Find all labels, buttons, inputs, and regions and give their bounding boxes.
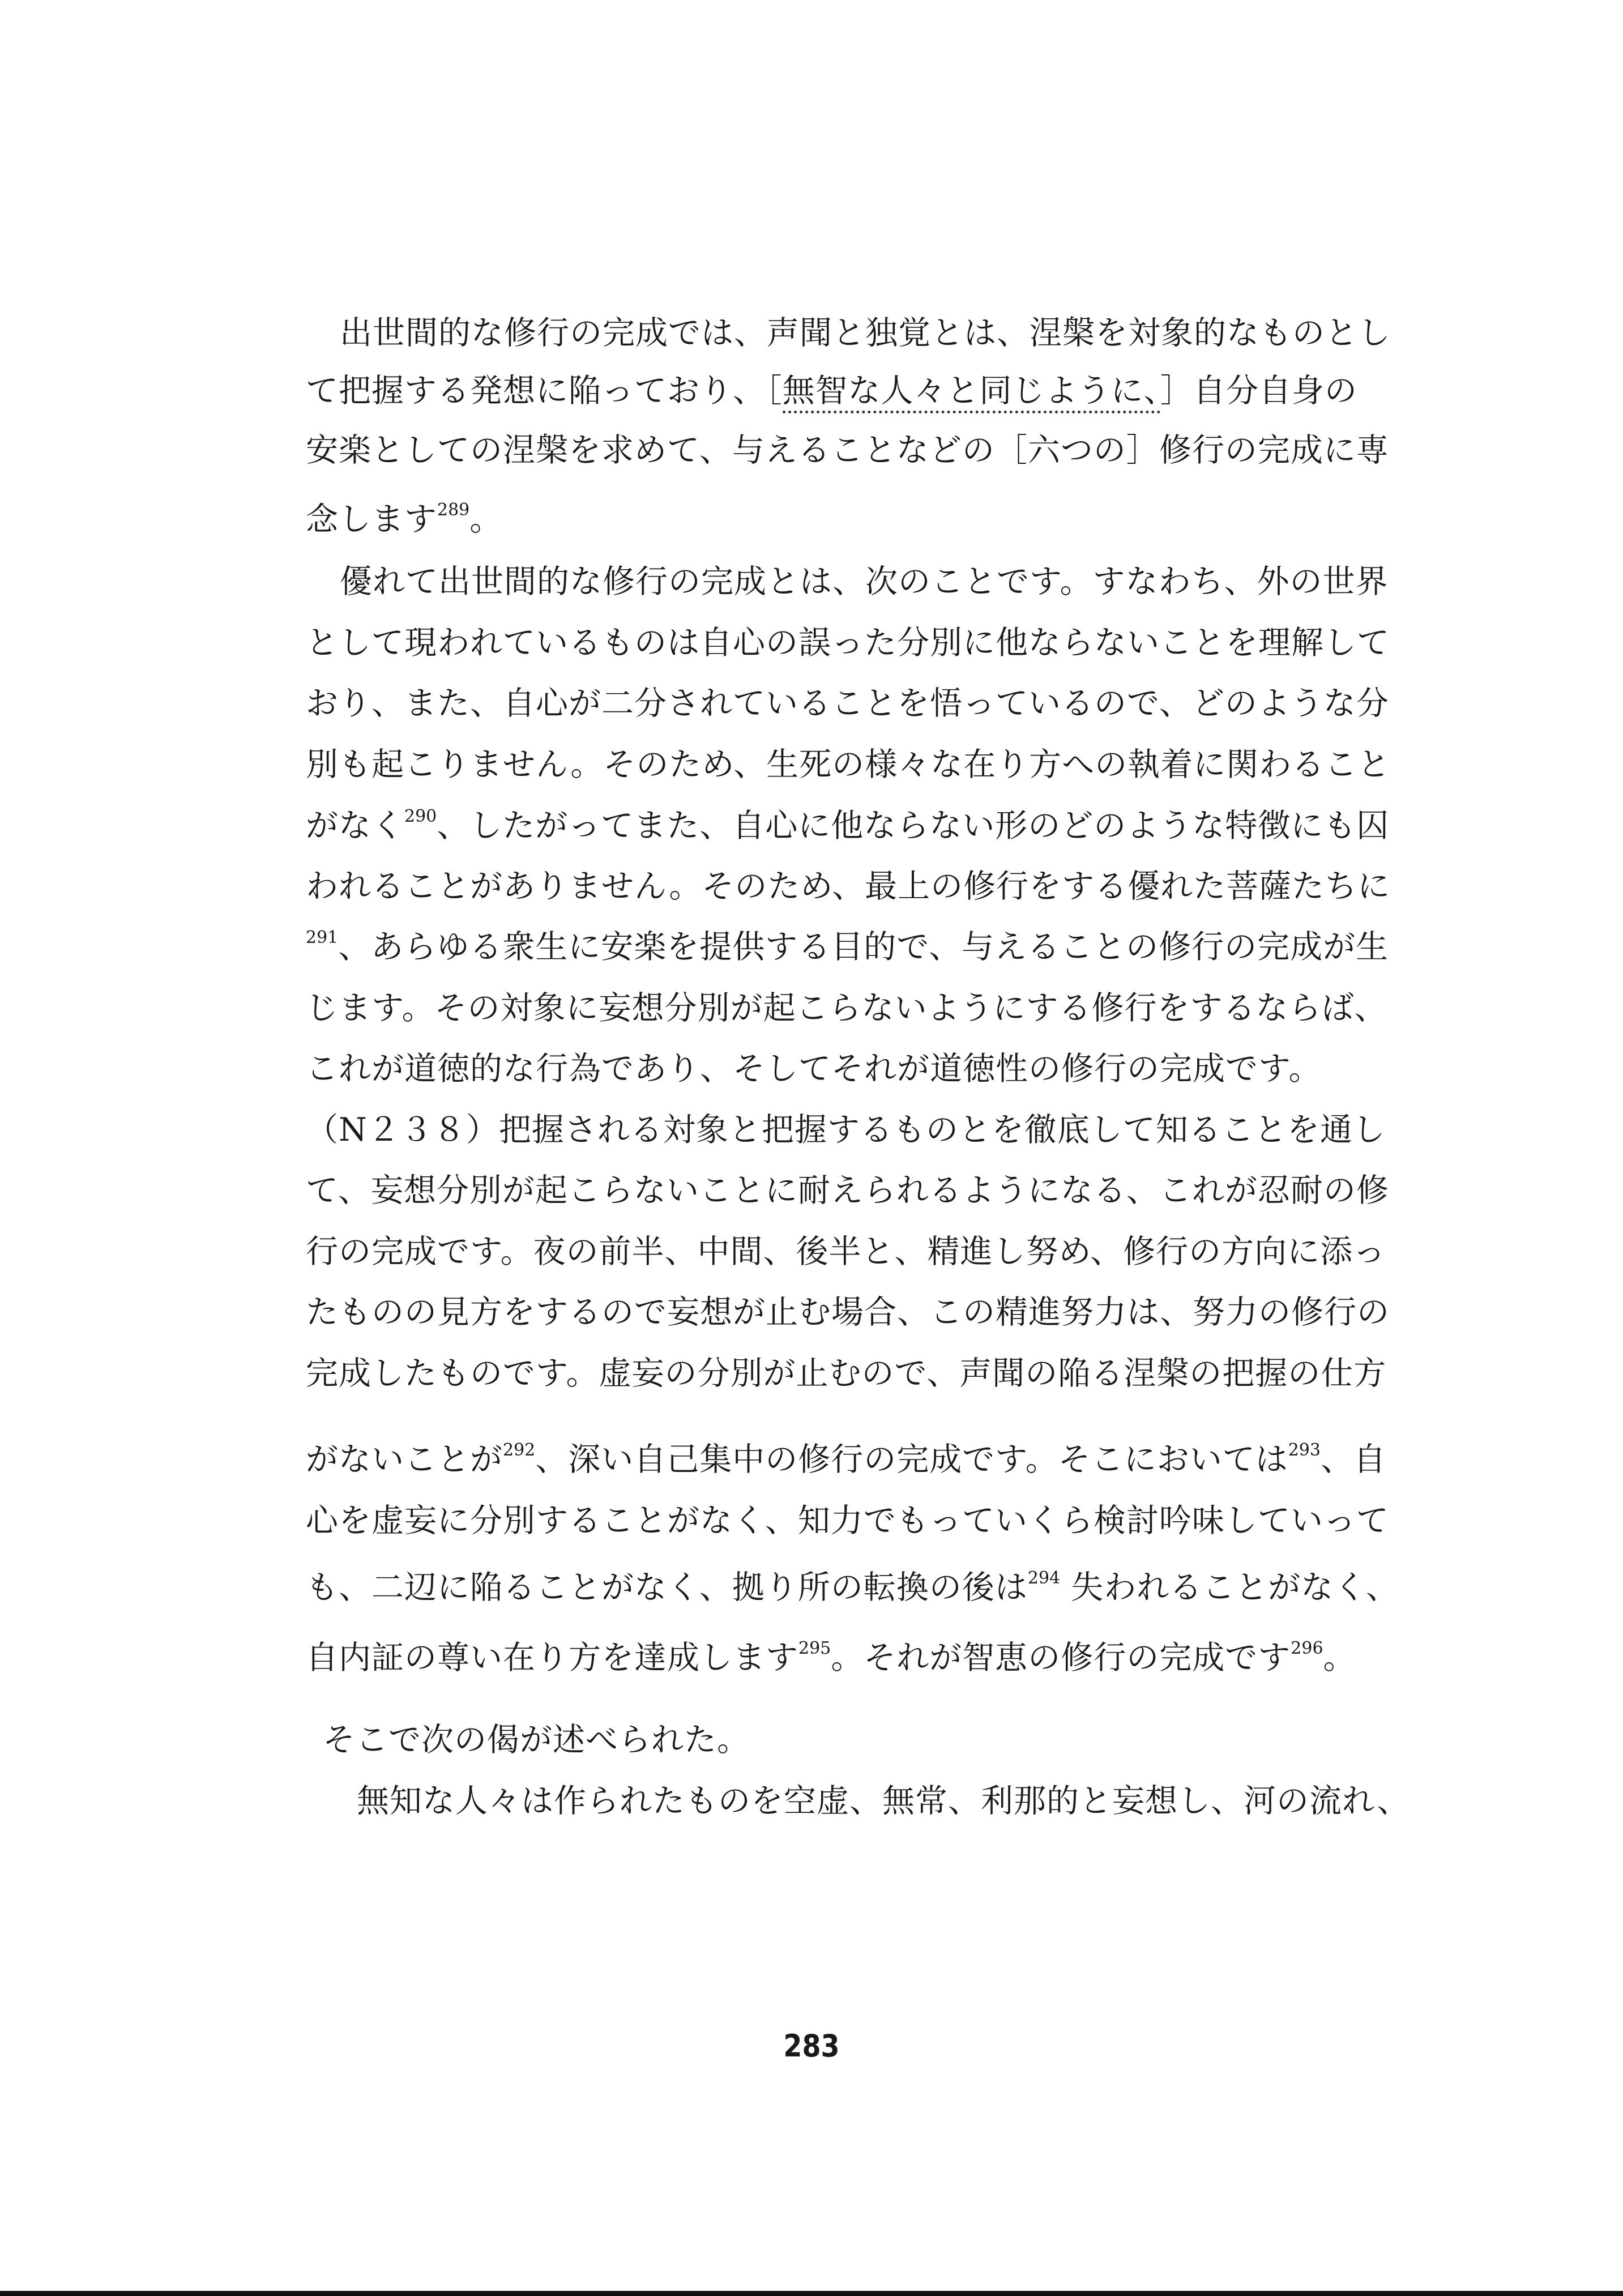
text-line — [306, 924, 1389, 970]
text: おり、また、自心が二分されていることを悟っているので、どのような分 — [306, 685, 1389, 722]
text: 。それが智恵の修行の完成です — [831, 1639, 1291, 1676]
text: がないことが — [306, 1441, 503, 1478]
text-line — [340, 310, 1393, 356]
text: 自内証の尊い在り方を達成します — [306, 1639, 798, 1676]
text-line — [306, 1168, 1389, 1213]
text-line — [306, 497, 1359, 542]
text: 安楽としての涅槃を求めて、与えることなどの［六つの］修行の完成に専 — [306, 432, 1389, 469]
text-line — [306, 1351, 1387, 1396]
text: たものの見方をするので妄想が止む場合、この精進努力は、努力の修行の — [306, 1294, 1390, 1331]
text-line — [306, 1635, 1359, 1680]
text-line — [323, 1717, 1376, 1762]
text: 念します — [306, 501, 437, 538]
text: 優れて出世間的な修行の完成とは、次のことです。すなわち、外の世界 — [340, 563, 1389, 600]
text-line — [306, 985, 1387, 1031]
text: じます。その対象に妄想分別が起こらないようにする修行をするならば、 — [306, 989, 1387, 1027]
text: 、あらゆる衆生に安楽を提供する目的で、与えることの修行の完成が生 — [338, 928, 1389, 966]
text: 別も起こりません。そのため、生死の様々な在り方への執着に関わること — [306, 746, 1391, 783]
text: そこで次の偈が述べられた。 — [323, 1721, 750, 1759]
footnote-ref: 293 — [1288, 1440, 1321, 1460]
text: 出世間的な修行の完成では、声聞と独覚とは、涅槃を対象的なものとし — [340, 314, 1391, 352]
text: 、深い自己集中の修行の完成です。そこにおいては — [535, 1441, 1288, 1478]
text: 。 — [469, 501, 503, 538]
footnote-ref: 294 — [1027, 1568, 1061, 1588]
text-line — [357, 1778, 1410, 1824]
footnote-ref: 289 — [437, 500, 470, 520]
page-number: 283 — [783, 2028, 840, 2064]
text-line — [306, 681, 1389, 726]
dotted-underlined-phrase: 無智な人々と同じように、 — [783, 372, 1161, 413]
text-line — [306, 1437, 1386, 1482]
text: として現われているものは自心の誤った分別に他ならないことを理解して — [306, 624, 1390, 662]
text: われることがありません。そのため、最上の修行をする優れた菩薩たちに — [306, 868, 1391, 905]
text: 、したがってまた、自心に他ならない形のどのような特徴にも囚 — [437, 807, 1390, 844]
text: て把握する発想に陥っており、［ — [306, 372, 783, 409]
text-line — [306, 1565, 1399, 1610]
text-line — [306, 742, 1391, 787]
text: 無知な人々は作られたものを空虚、無常、利那的と妄想し、河の流れ、 — [357, 1782, 1410, 1820]
text-line — [306, 428, 1389, 473]
text: 失われることがなく、 — [1060, 1569, 1399, 1606]
text-line — [340, 559, 1393, 604]
footnote-ref: 290 — [404, 806, 437, 826]
text: 完成したものです。虚妄の分別が止むので、声聞の陥る涅槃の把握の仕方 — [306, 1355, 1387, 1392]
footnote-ref: 291 — [306, 928, 339, 948]
text-line — [306, 1290, 1390, 1335]
text: 行の完成です。夜の前半、中間、後半と、精進し努め、修行の方向に添っ — [306, 1233, 1386, 1270]
text-line — [306, 1498, 1389, 1543]
text-line — [306, 368, 1359, 413]
text: て、妄想分別が起こらないことに耐えられるようになる、これが忍耐の修 — [306, 1172, 1389, 1209]
bottom-rule — [0, 2291, 1623, 2296]
text-line — [306, 620, 1390, 665]
text: （N２３８）把握される対象と把握するものとを徹底して知ることを通し — [306, 1111, 1386, 1149]
text: 心を虚妄に分別することがなく、知力でもっていくら検討吟味していって — [306, 1502, 1389, 1539]
text-line — [306, 803, 1390, 848]
text: も、二辺に陥ることがなく、拠り所の転換の後は — [306, 1569, 1028, 1606]
text: これが道徳的な行為であり、そしてそれが道徳性の修行の完成です。 — [306, 1050, 1322, 1087]
text: ］自分自身の — [1160, 372, 1357, 409]
text-line — [306, 1046, 1359, 1091]
footnote-ref: 296 — [1291, 1638, 1323, 1658]
text: 。 — [1323, 1639, 1356, 1676]
footnote-ref: 292 — [503, 1440, 536, 1460]
footnote-ref: 295 — [798, 1638, 831, 1658]
text-line — [306, 864, 1391, 909]
text: がなく — [306, 807, 404, 844]
text: 、自 — [1320, 1441, 1386, 1478]
text-line — [306, 1229, 1386, 1274]
text-line — [306, 1107, 1386, 1153]
